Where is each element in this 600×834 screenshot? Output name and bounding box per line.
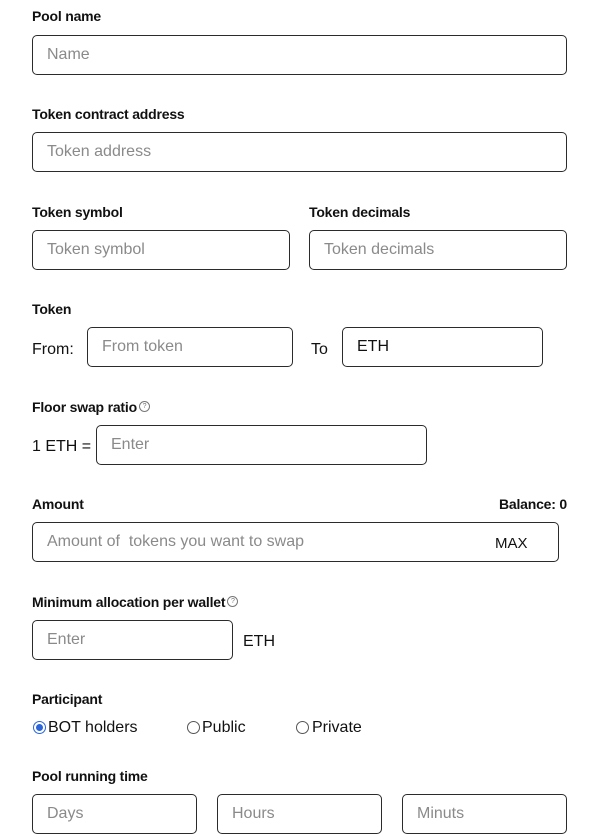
floor-swap-ratio-text: Floor swap ratio bbox=[32, 399, 137, 415]
token-decimals-input[interactable] bbox=[309, 230, 567, 270]
max-button[interactable]: MAX bbox=[495, 535, 528, 552]
help-circle-icon[interactable]: ? bbox=[227, 596, 238, 607]
radio-bot-holders[interactable] bbox=[33, 721, 46, 734]
radio-private-label[interactable]: Private bbox=[312, 719, 362, 736]
radio-private[interactable] bbox=[296, 721, 309, 734]
token-contract-label: Token contract address bbox=[32, 106, 185, 122]
to-label: To bbox=[311, 341, 328, 358]
hours-input[interactable] bbox=[217, 794, 382, 834]
token-symbol-input[interactable] bbox=[32, 230, 290, 270]
participant-label: Participant bbox=[32, 691, 103, 707]
min-allocation-unit: ETH bbox=[243, 633, 275, 650]
to-token-input[interactable] bbox=[342, 327, 543, 367]
pool-name-input[interactable] bbox=[32, 35, 567, 75]
min-allocation-text: Minimum allocation per wallet bbox=[32, 594, 226, 610]
minutes-input[interactable] bbox=[402, 794, 567, 834]
token-symbol-label: Token symbol bbox=[32, 204, 123, 220]
running-time-label: Pool running time bbox=[32, 768, 148, 784]
pool-name-label: Pool name bbox=[32, 8, 101, 24]
amount-label: Amount bbox=[32, 496, 84, 512]
radio-public[interactable] bbox=[187, 721, 200, 734]
token-decimals-label: Token decimals bbox=[309, 204, 411, 220]
from-token-input[interactable] bbox=[87, 327, 293, 367]
floor-swap-ratio-label bbox=[32, 399, 150, 415]
days-input[interactable] bbox=[32, 794, 197, 834]
radio-public-label[interactable]: Public bbox=[202, 719, 246, 736]
min-allocation-input[interactable] bbox=[32, 620, 233, 660]
min-allocation-label bbox=[32, 594, 238, 610]
help-circle-icon[interactable]: ? bbox=[139, 401, 150, 412]
radio-bot-holders-label[interactable]: BOT holders bbox=[48, 719, 138, 736]
token-label: Token bbox=[32, 301, 72, 317]
token-address-input[interactable] bbox=[32, 132, 567, 172]
floor-ratio-input[interactable] bbox=[96, 425, 427, 465]
ratio-prefix: 1 ETH = bbox=[32, 438, 92, 455]
balance-label: Balance: 0 bbox=[498, 496, 567, 512]
amount-input[interactable] bbox=[32, 522, 559, 562]
from-label: From: bbox=[32, 341, 74, 358]
